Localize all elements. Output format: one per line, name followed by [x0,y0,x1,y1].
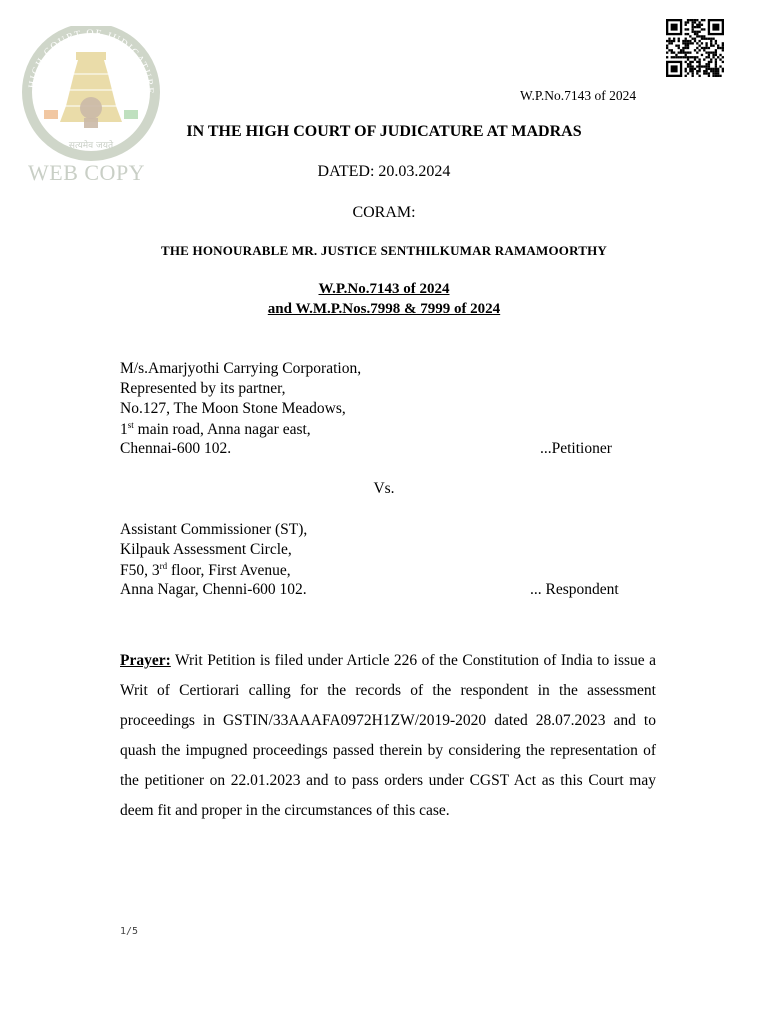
seal-motto: सत्यमेव जयते [68,141,114,151]
svg-text:HIGH COURT OF JUDICATURE MADRA: HIGH COURT OF JUDICATURE [27,27,156,96]
case-number-main: W.P.No.7143 of 2024 [318,281,450,297]
respondent-address-1: F50, 3rd floor, First Avenue, [120,561,291,580]
respondent-office: Kilpauk Assessment Circle, [120,541,292,558]
case-number-wmp: and W.M.P.Nos.7998 & 7999 of 2024 [267,301,501,317]
respondent-address-2: Anna Nagar, Chenni-600 102. [120,581,307,598]
respondent-role: ... Respondent [530,581,619,598]
page-number: 1/5 [120,926,139,937]
versus: Vs. [373,480,395,497]
prayer-paragraph [120,646,656,826]
petitioner-name: M/s.Amarjyothi Carrying Corporation, [120,360,362,377]
header-case-ref: W.P.No.7143 of 2024 [520,88,637,103]
prayer-text: Writ Petition is filed under Article 226 of the Constitution of India to issue a Writ of Certiorari calling for the records of the respondent in the assessment proceedings in GSTIN/33AAAFA0972H1ZW/2019-2020 dated 28.07.2023 and to quash the impugned proceedings passed therein by considering the representation of the petitioner on 22.01.2023 and to pass orders under CGST Act as this Court may deem fit and proper in the circumstances of this case. [120,652,656,819]
justice-name: THE HONOURABLE MR. JUSTICE SENTHILKUMAR RAMAMOORTHY [161,243,607,258]
coram-heading: CORAM: [352,204,416,221]
court-seal-watermark [20,26,162,168]
petitioner-role: ...Petitioner [540,440,612,457]
petitioner-address-3: Chennai-600 102. [120,440,232,457]
petitioner-address-1: No.127, The Moon Stone Meadows, [120,400,346,417]
court-title: IN THE HIGH COURT OF JUDICATURE AT MADRAS [186,123,582,140]
petitioner-address-2: 1st main road, Anna nagar east, [120,420,311,439]
petitioner-rep: Represented by its partner, [120,380,286,397]
prayer-label: Prayer: [120,652,171,669]
web-copy-watermark: WEB COPY [28,160,146,185]
dated-line: DATED: 20.03.2024 [317,163,451,180]
respondent-name: Assistant Commissioner (ST), [120,521,308,538]
qr-code [665,19,725,77]
